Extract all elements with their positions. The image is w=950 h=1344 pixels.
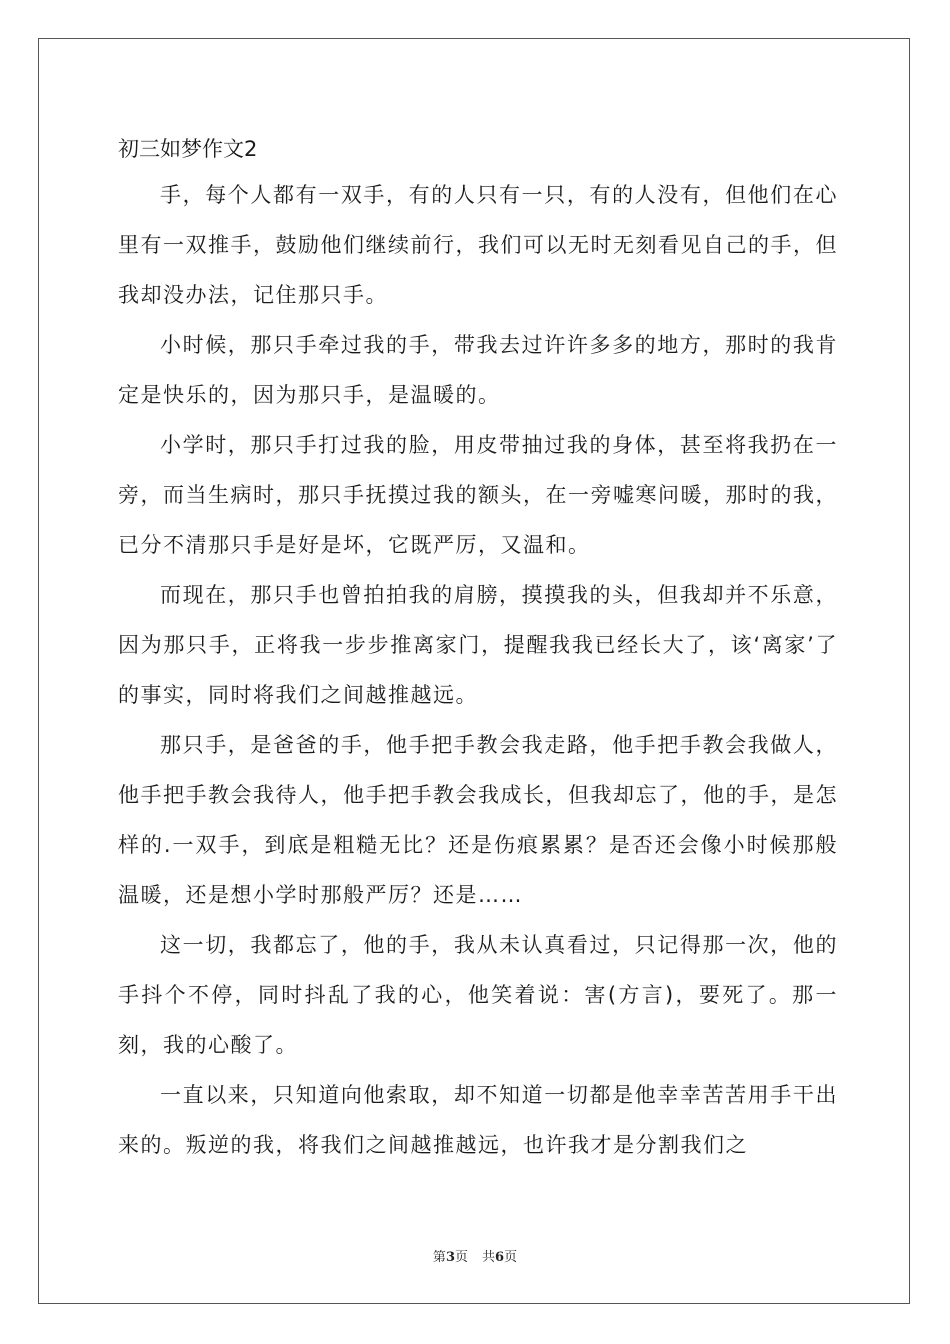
page-number-suffix: 页 — [454, 1250, 468, 1265]
page-footer — [0, 1246, 950, 1265]
paragraph-5: 那只手，是爸爸的手，他手把手教会我走路，他手把手教会我做人，他手把手教会我待人，他手把手教会我成长，但我却忘了，他的手，是怎样的.一双手，到底是粗糙无比？还是伤痕累累？是否还会像小时候那般温暖，还是想小学时那般严厉？还是…… — [118, 733, 838, 907]
page-number-total: 6 — [495, 1250, 505, 1265]
paragraph-7: 一直以来，只知道向他索取，却不知道一切都是他幸幸苦苦用手干出来的。叛逆的我，将我们之间越推越远，也许我才是分割我们之 — [118, 1083, 838, 1157]
paragraph-4: 而现在，那只手也曾拍拍我的肩膀，摸摸我的头，但我却并不乐意，因为那只手，正将我一步步推离家门，提醒我我已经长大了，该‘离家’了的事实，同时将我们之间越推越远。 — [118, 583, 838, 707]
document-body — [118, 128, 838, 1170]
paragraph-2: 小时候，那只手牵过我的手，带我去过许许多多的地方，那时的我肯定是快乐的，因为那只手，是温暖的。 — [118, 333, 838, 407]
page-number-prefix: 第 — [432, 1250, 446, 1265]
page-total-prefix: 共 — [482, 1250, 496, 1265]
paragraph-1: 手，每个人都有一双手，有的人只有一只，有的人没有，但他们在心里有一双推手，鼓励他们继续前行，我们可以无时无刻看见自己的手，但我却没办法，记住那只手。 — [118, 183, 838, 307]
paragraph-3: 小学时，那只手打过我的脸，用皮带抽过我的身体，甚至将我扔在一旁，而当生病时，那只手抚摸过我的额头，在一旁嘘寒问暖，那时的我，已分不清那只手是好是坏，它既严厉，又温和。 — [118, 433, 838, 557]
document-title: 初三如梦作文2 — [118, 137, 258, 161]
paragraph-6: 这一切，我都忘了，他的手，我从未认真看过，只记得那一次，他的手抖个不停，同时抖乱了我的心，他笑着说：害(方言)，要死了。那一刻，我的心酸了。 — [118, 933, 838, 1057]
page-number-current: 3 — [445, 1250, 455, 1265]
page-total-suffix: 页 — [504, 1250, 518, 1265]
